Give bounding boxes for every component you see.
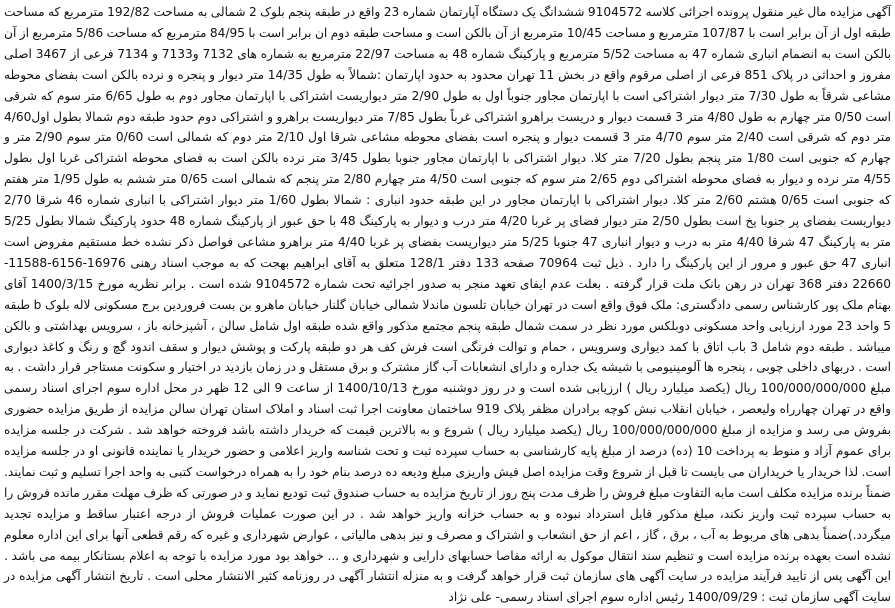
auction-notice-text: آگهی مزایده مال غیر منقول پرونده اجرائی کلاسه 9104572 ششدانگ یک دستگاه آپارتمان شماره 23 واقع در طبقه پنجم بلوک 2 شمالی به مساحت 192/82 مترمربع که مساحت طبقه اول از آن برابر است با 107/87 مترمربع و مساحت 10/45 مترمربع از آن بالکن است و مساحت طبقه دوم ان برابر است با 84/95 مترمربع که مساحت 5/86 مترمربع از آن بالکن است به انضمام انباری شماره 47 به مساحت 5/52 مترمربع و پارکینگ شماره 48 به مساحت 22/97 مترمربع به شماره های 7132 و7133 و 7134 فرعی از 3467 اصلی مفروز و احداثی در پلاک 851 فرعی از اصلی مرقوم واقع در بخش 11 تهران محدود به حدود اپارتمان :شمالاً به طول 14/35 متر دیوار و پنجره و نرده بالکن است بفضای محوطه مشاعی شرقاً به طول 7/30 متر دیوار اشتراکی است با اپارتمان مجاور جنوباً اول به طول 2/90 متر دیواریست اشتراکی با اپارتمان مجاور دوم به طول 6/65 متر سوم که شرقی است 0/50 متر چهارم به طول 4/80 متر 3 قسمت دیوار و دریست براهرو اشتراکی غرباً بطول 7/85 متر دیواریست براهرو و اشتراکی دوم حدود طبقه دوم شمالا بطول اول4/60 متر دوم که شرقی است 2/40 متر سوم 4/70 متر 3 قسمت دیوار و پنجره است بفضای محوطه مشاعی شرقا اول 2/10 متر دوم که شمالی است 0/60 متر سوم 2/90 متر و چهارم که جنوبی است 1/80 متر پنجم بطول 7/20 متر کلا. دیوار اشتراکی با اپارتمان مجاور جنوبا بطول 3/45 متر نرده بالکن است به فضای محوطه اشتراکی غربا اول بطول 4/55 متر نرده و دیوار به فضای محوطه اشتراکی دوم 2/65 متر سوم که جنوبی است 4/50 متر چهارم 2/80 متر پنجم که شمالی است 0/65 متر ششم به طول 1/95 متر هفتم که جنوبی است 0/65 هشتم 2/60 متر کلا. دیوار اشتراکی با اپارتمان مجاور در این طبقه حدود انباری : شمالا بطول 1/60 متر دیوار اشتراکی با انباری شماره 46 شرقا 2/70 دیواریست بفضای پر جنوبا پخ است بطول 2/50 متر دیوار فضای پر غربا 4/20 متر درب و دیوار به پارکینگ 48 با حق عبور از پارکینگ شماره 48 حدود پارکینگ شمالا بطول 5/25 متر به پارکینگ 47 شرقا 4/40 متر به درب و دیوار انباری 47 جنوبا 5/25 متر دیواریست بفضای پر غربا 4/40 متر براهرو مشاعی فواصل ذکر نشده خط مستقیم مفروض است انباری 47 حق عبور و مرور از این پارکینگ را دارد . ذیل ثبت 70964 صفحه 133 دفتر 128/1 متعلق به آقای ابراهیم بهجت که به موجب اسناد رهنی 16976-6156-11588-22660 دفتر 368 تهران در رهن بانک ملت قرار گرفته . بعلت عدم ایفای تعهد منجر به صدور اجرائیه تحت شماره 9104572 شده است . برابر نظریه مورخ 1400/3/15 آقای بهنام ملک پور کارشناس رسمی دادگستری: ملک فوق واقع است در تهران خیابان تلسون ماندلا شمالی خیابان گلنار خیابان ماهرو بن بست فروردین برج مسکونی لاله بلوک b طبقه 5 واحد 23 مورد ارزیابی واحد مسکونی دوبلکس مورد نظر در سمت شمال طبقه پنجم مجتمع مذکور واقع شده طبقه اول شامل سالن ، آشپزخانه باز ، سرویس بهداشتی و بالکن میباشد . طبقه دوم شامل 3 باب اتاق با کمد دیواری وسرویس ، حمام و توالت فرنگی است فرش کف هر دو طبقه پارکت و پوشش دیوار و سقف اندود گچ و رنگ و کاغذ دیواری است . دربهای داخلی چوبی ، پنجره ها آلومینیومی با شیشه یک جداره و دارای انشعابات آب گاز مشترک و برق مستقل و در زمان بازدید در اختیار و سکونت مستاجر قرار داشت . به مبلغ 100/000/000/000 ریال (یکصد میلیارد ریال ) ارزیابی شده است و در روز دوشنبه مورخ 1400/10/13 از ساعت 9 الی 12 ظهر در محل اداره سوم اجرای اسناد رسمی واقع در تهران چهارراه ولیعصر ، خیابان انقلاب نبش کوچه برادران مظفر پلاک 919 ساختمان معاونت اجرا ثبت اسناد و املاک استان تهران سالن مزایده از طریق مزایده حضوری بفروش می رسد و مزایده از مبلغ 100/000/000/000 ریال (یکصد میلیارد ریال ) شروع و به بالاترین قیمت که خریدار داشته باشد فروخته خواهد شد . شرکت در جلسه مزایده برای عموم آزاد و منوط به پرداخت 10 (ده) درصد از مبلغ پایه کارشناسی به حساب سپرده ثبت و تحت شناسه واریز اعلامی و حضور خریدار یا نماینده قانونی او در جلسه مزایده است. لذا خریدار یا خریداران می بایست تا قبل از شروع وقت مزایده اصل فیش واریزی مبلغ ودیعه ده درصد بنام خود را به همراه درخواست کتبی به واحد اجرا تسلیم و ثبت نمایند. ضمناً برنده مزایده مکلف است مابه التفاوت مبلغ فروش را ظرف مدت پنج روز از تاریخ مزایده به حساب صندوق ثبت تودیع نماید و در صورتی که ظرف مهلت مقرر مانده فروش را به حساب سپرده ثبت واریز نکند، مبلغ مذکور قابل استرداد نبوده و به حساب خزانه واریز خواهد شد . در این صورت عملیات فروش از درجه اعتبار ساقط و مزایده تجدید میگردد.)ضمناً بدهی های مربوط به آب ، برق ، گاز ، اعم از حق انشعاب و اشتراک و مصرف و نیز بدهی مالیاتی ، عوارض شهرداری و غیره که رقم قطعی آنها برای این اداره معلوم نشده است بعهده برنده مزایده است و تنظیم سند انتقال موکول به ارائه مفاصا حسابهای دارایی و شهرداری و ... خواهد بود مورد مزایده با توجه به اعلام بستانکار بیمه می باشد . این آگهی پس از تایید فرآیند مزایده در سایت آگهی های سازمان ثبت قرار خواهد گرفت و به منزله انتشار آگهی در روزنامه کثیر الانتشار محلی است . تاریخ انتشار آگهی مزایده در سایت آگهی سازمان ثبت : 1400/09/29 رئیس اداره سوم اجرای اسناد رسمی- علی نژاد [4, 5, 892, 605]
